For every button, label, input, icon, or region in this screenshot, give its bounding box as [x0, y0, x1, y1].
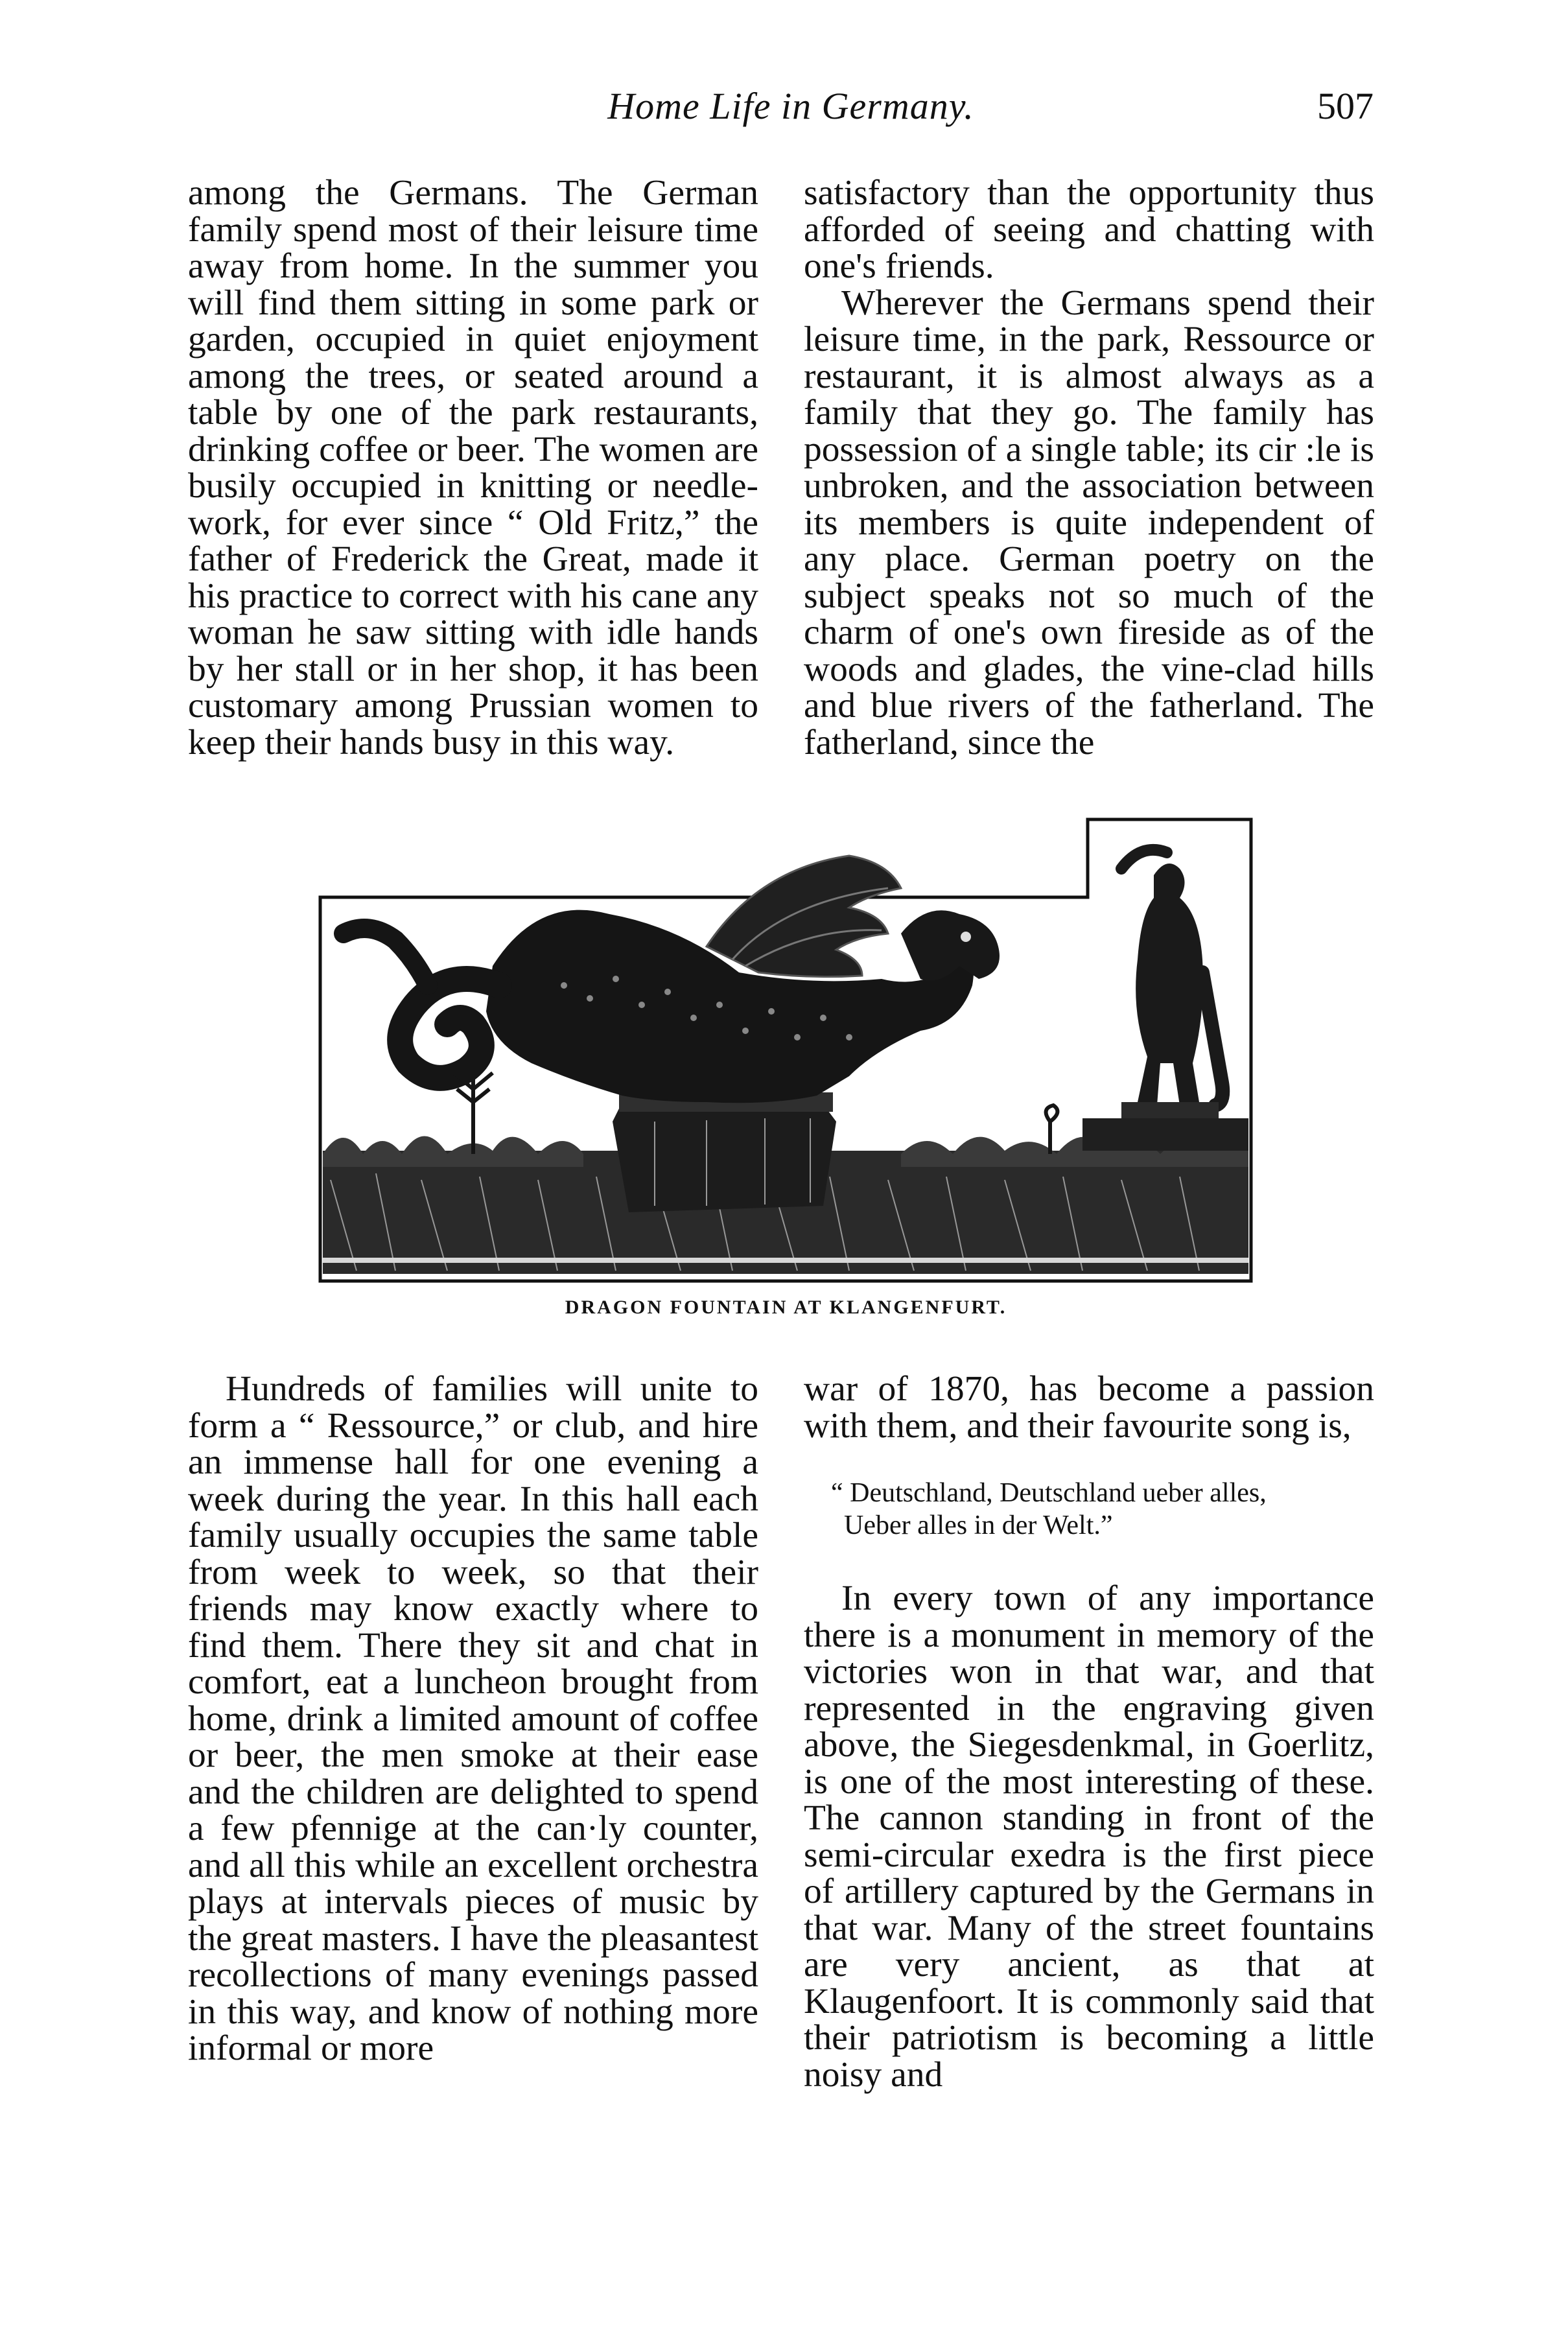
right-column-top [804, 175, 1374, 761]
right-column-bottom [804, 1371, 1374, 2093]
verse-line: “ Deutschland, Deutschland ueber alles, [831, 1478, 1267, 1508]
paragraph: Wherever the Germans spend their leisure time, in the park, Ressource or restaurant, it is almost always as a family that they go. The family has possession of a single table; its cir :le is unbroken, and the association between its members is quite independent of any place. German poetry on the subject speaks not so much of the charm of one's own fireside as of the woods and glades, the vine-clad hills and blue rivers of the fatherland. The fatherland, since the [804, 283, 1374, 762]
page-header [0, 84, 1568, 143]
paragraph: satisfactory than the opportunity thus afforded of seeing and chatting with one's friends. [804, 173, 1374, 286]
paragraph: war of 1870, has become a passion with them, and their favourite song is, [804, 1369, 1374, 1446]
left-column-bottom [188, 1371, 758, 2067]
paragraph: among the Germans. The German family spend most of their leisure time away from home. In the summer you will find them sitting in some park or garden, occupied in quiet enjoyment among the trees, or seated around a table by one of the park restaurants, drinking coffee or beer. The women are busily occupied in knitting or needle-work, for ever since “ Old Fritz,” the father of Frederick the Great, made it his practice to correct with his cane any woman he saw sitting with idle hands by her stall or in her shop, it has been customary among Prussian women to keep their hands busy in this way. [188, 173, 758, 762]
paragraph: Hundreds of families will unite to form a “ Ressource,” or club, and hire an immense hall for one evening a week during the year. In this hall each family usually occupies the same table from week to week, so that their friends may know exactly where to find them. There they sit and chat in comfort, eat a luncheon brought from home, drink a limited amount of coffee or beer, the men smoke at their ease and the children are delighted to spend a few pfennige at the can·ly counter, and all this while an excellent orchestra plays at intervals pieces of music by the great masters. I have the pleasantest recollections of many evenings passed in this way, and know of nothing more informal or more [188, 1369, 758, 2068]
running-title: Home Life in Germany. [607, 85, 974, 127]
verse-quote [831, 1477, 1374, 1542]
page-number: 507 [1317, 85, 1374, 127]
left-column-top [188, 175, 758, 761]
engraving-dragon-fountain [318, 817, 1254, 1284]
verse-line: Ueber alles in der Welt.” [844, 1511, 1113, 1540]
paragraph: In every town of any importance there is a monument in memory of the victories won in that war, and that represented in the engraving given above, the Siegesdenkmal, in Goerlitz, is one of the most interesting of these. The cannon standing in front of the semi-circular exedra is the first piece of artillery captured by the Germans in that war. Many of the street fountains are very ancient, as that at Klaugenfoort. It is commonly said that their patriotism is becoming a little noisy and [804, 1579, 1374, 2095]
figure-caption: DRAGON FOUNTAIN AT KLANGENFURT. [565, 1297, 1007, 1318]
engraving-image [318, 817, 1254, 1284]
